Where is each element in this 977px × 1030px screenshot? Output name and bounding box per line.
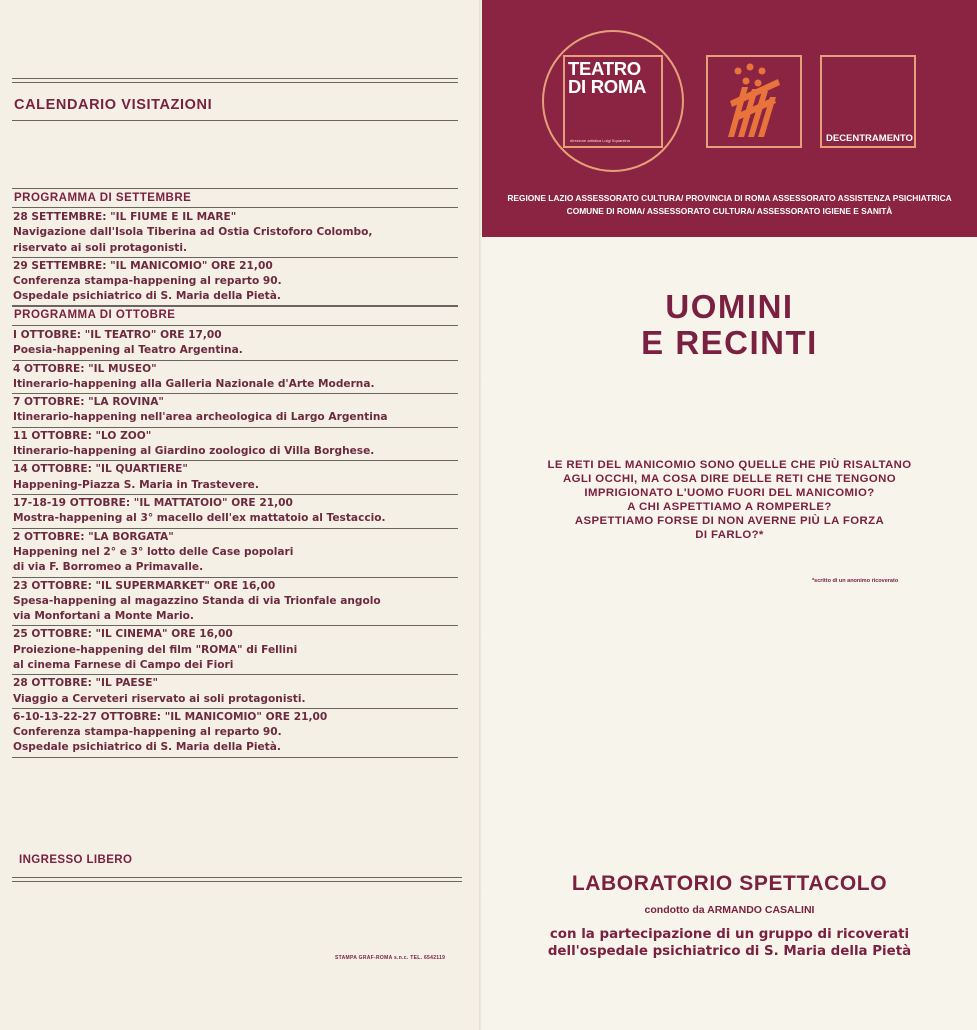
teatro-logo-text xyxy=(568,60,658,96)
header-banner xyxy=(482,0,977,237)
event-heading: 4 OTTOBRE: "IL MUSEO" xyxy=(13,362,157,375)
event-detail: Ospedale psichiatrico di S. Maria della Pietà. xyxy=(13,741,281,754)
cover-panel xyxy=(482,0,977,1030)
event-detail: Happening nel 2° e 3° lotto delle Case popolari xyxy=(13,545,294,558)
event-divider xyxy=(12,625,458,626)
event-detail: Ospedale psichiatrico di S. Maria della Pietà. xyxy=(13,290,281,303)
lab-participation xyxy=(482,926,977,960)
quote-footnote: *scritto di un anonimo ricoverato xyxy=(812,578,899,584)
event-detail: Happening-Piazza S. Maria in Trastevere. xyxy=(13,478,259,491)
event-item xyxy=(13,496,463,527)
event-divider xyxy=(12,257,458,258)
title-line: E RECINTI xyxy=(641,324,818,361)
event-detail: via Monfortani a Monte Mario. xyxy=(13,610,194,623)
event-heading: 29 SETTEMBRE: "IL MANICOMIO" ORE 21,00 xyxy=(13,259,273,272)
event-detail: Poesia-happening al Teatro Argentina. xyxy=(13,344,243,357)
section-divider xyxy=(12,325,458,326)
quote-line: LE RETI DEL MANICOMIO SONO QUELLE CHE PIÙ RISALTANO xyxy=(547,459,912,471)
quote-line: DI FARLO?* xyxy=(695,529,764,542)
event-detail: Conferenza stampa-happening al reparto 90. xyxy=(13,275,282,288)
event-detail: Viaggio a Cerveteri riservato ai soli protagonisti. xyxy=(13,692,306,705)
top-divider xyxy=(12,78,458,83)
title-line: UOMINI xyxy=(665,288,794,325)
lab-title: LABORATORIO SPETTACOLO xyxy=(571,872,888,895)
event-divider xyxy=(12,360,458,361)
event-item xyxy=(13,429,463,460)
sponsor-credits xyxy=(482,192,977,217)
event-divider xyxy=(12,494,458,495)
event-detail: Spesa-happening al magazzino Standa di via Trionfale angolo xyxy=(13,594,381,607)
event-item xyxy=(13,579,463,625)
event-item xyxy=(13,210,463,256)
event-heading: I OTTOBRE: "IL TEATRO" ORE 17,00 xyxy=(13,329,222,341)
event-item xyxy=(13,259,463,305)
dancing-figures-icon xyxy=(708,57,800,146)
title-divider xyxy=(12,120,458,121)
event-detail: Itinerario-happening alla Galleria Nazionale d'Arte Moderna. xyxy=(13,377,375,390)
event-heading: 25 OTTOBRE: "IL CINEMA" ORE 16,00 xyxy=(13,628,233,641)
event-detail: al cinema Farnese di Campo dei Fiori xyxy=(13,658,234,671)
participation-line: con la partecipazione di un gruppo di ricoverati xyxy=(549,927,910,942)
calendar-title: CALENDARIO VISITAZIONI xyxy=(14,97,213,113)
event-item xyxy=(13,627,463,673)
section-divider xyxy=(12,188,458,189)
logo-line: DI ROMA xyxy=(568,76,647,97)
event-heading: 28 OTTOBRE: "IL PAESE" xyxy=(13,677,159,690)
event-divider xyxy=(12,393,458,394)
sponsor-line: REGIONE LAZIO ASSESSORATO CULTURA/ PROVINCIA DI ROMA ASSESSORATO ASSISTENZA PSICHIATRICA xyxy=(507,193,952,203)
event-item xyxy=(13,362,463,393)
section-divider xyxy=(12,207,458,208)
event-detail: Itinerario-happening nell'area archeologica di Largo Argentina xyxy=(13,411,388,424)
participation-line: dell'ospedale psichiatrico di S. Maria della Pietà xyxy=(547,944,912,959)
event-detail: Conferenza stampa-happening al reparto 90. xyxy=(13,726,282,739)
event-item xyxy=(13,710,463,756)
bottom-divider xyxy=(12,877,462,882)
quote-line: IMPRIGIONATO L'UOMO FUORI DEL MANICOMIO? xyxy=(584,487,875,500)
event-detail: di via F. Borromeo a Primavalle. xyxy=(13,561,204,574)
event-divider xyxy=(12,757,458,758)
calendar-panel xyxy=(0,0,480,1030)
main-title xyxy=(482,289,977,361)
event-item xyxy=(13,462,463,493)
event-heading: 7 OTTOBRE: "LA ROVINA" xyxy=(13,396,164,409)
october-heading: PROGRAMMA DI OTTOBRE xyxy=(14,309,176,321)
figures-logo-frame xyxy=(706,55,802,148)
decentramento-label: DECENTRAMENTO xyxy=(826,133,913,144)
september-heading: PROGRAMMA DI SETTEMBRE xyxy=(14,192,192,204)
logo-director-credit: direzione artistica Luigi Squarzina xyxy=(570,138,630,143)
event-heading: 6-10-13-22-27 OTTOBRE: "IL MANICOMIO" ORE 21,00 xyxy=(13,710,328,723)
event-heading: 2 OTTOBRE: "LA BORGATA" xyxy=(13,530,174,543)
event-heading: 11 OTTOBRE: "LO ZOO" xyxy=(13,429,152,442)
event-detail: Navigazione dall'Isola Tiberina ad Ostia Cristoforo Colombo, xyxy=(13,226,373,239)
event-item xyxy=(13,676,463,707)
quote-text xyxy=(482,458,977,543)
event-divider xyxy=(12,427,458,428)
event-heading: 23 OTTOBRE: "IL SUPERMARKET" ORE 16,00 xyxy=(13,579,276,592)
event-item xyxy=(13,395,463,426)
section-divider xyxy=(12,305,458,306)
event-divider xyxy=(12,674,458,675)
event-heading: 17-18-19 OTTOBRE: "IL MATTATOIO" ORE 21,00 xyxy=(13,497,293,509)
event-divider xyxy=(12,577,458,578)
event-detail: riservato ai soli protagonisti. xyxy=(13,241,188,254)
admission-note: INGRESSO LIBERO xyxy=(19,854,133,866)
quote-line: A CHI ASPETTIAMO A ROMPERLE? xyxy=(627,501,832,514)
event-detail: Mostra-happening al 3° macello dell'ex mattatoio al Testaccio. xyxy=(13,512,386,525)
lab-subtitle: condotto da ARMANDO CASALINI xyxy=(644,904,815,916)
event-detail: Itinerario-happening al Giardino zoologico di Villa Borghese. xyxy=(13,445,375,458)
event-item xyxy=(13,328,463,359)
logo-line: TEATRO xyxy=(568,58,641,79)
sponsor-line: COMUNE DI ROMA/ ASSESSORATO CULTURA/ ASSESSORATO IGIENE E SANITÀ xyxy=(566,205,893,216)
quote-line: AGLI OCCHI, MA COSA DIRE DELLE RETI CHE TENGONO xyxy=(562,473,897,486)
event-detail: Proiezione-happening del film "ROMA" di Fellini xyxy=(13,643,298,656)
quote-line: ASPETTIAMO FORSE DI NON AVERNE PIÙ LA FORZA xyxy=(574,515,885,528)
event-heading: 28 SETTEMBRE: "IL FIUME E IL MARE" xyxy=(13,211,237,223)
event-heading: 14 OTTOBRE: "IL QUARTIERE" xyxy=(13,463,188,476)
printer-credit: STAMPA GRAF-ROMA s.n.c. TEL. 6542119 xyxy=(335,955,446,961)
event-divider xyxy=(12,460,458,461)
event-item xyxy=(13,530,463,576)
event-divider xyxy=(12,528,458,529)
event-divider xyxy=(12,708,458,709)
